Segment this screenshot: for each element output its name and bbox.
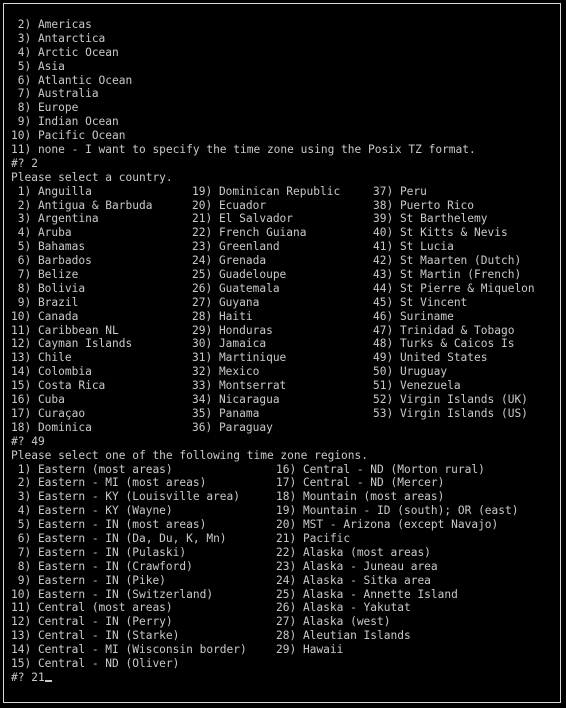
region-row-option: 13) Central - IN (Starke) bbox=[11, 629, 180, 643]
region-row bbox=[11, 643, 559, 657]
country-list bbox=[11, 185, 559, 435]
country-row-option: 52) Virgin Islands (UK) bbox=[373, 393, 528, 407]
country-row-option: 24) Grenada bbox=[192, 254, 267, 268]
region-row-option: 10) Eastern - IN (Switzerland) bbox=[11, 587, 214, 601]
region-row bbox=[11, 588, 559, 602]
country-row bbox=[11, 365, 559, 379]
country-row-option: 51) Venezuela bbox=[373, 379, 461, 393]
region-row-option: 7) Eastern - IN (Pulaski) bbox=[11, 545, 187, 559]
region-row-option: 17) Central - ND (Mercer) bbox=[276, 476, 445, 490]
continent-option: 3) Antarctica bbox=[11, 31, 106, 45]
country-row bbox=[11, 282, 559, 296]
country-row-option: 44) St Pierre & Miquelon bbox=[373, 281, 535, 295]
country-row-option: 31) Martinique bbox=[192, 351, 287, 365]
region-row bbox=[11, 504, 559, 518]
country-row bbox=[11, 393, 559, 407]
country-row-option: 6) Barbados bbox=[11, 254, 92, 268]
country-row-option: 2) Antigua & Barbuda bbox=[11, 198, 153, 212]
continent-option: 11) none - I want to specify the time zone using the Posix TZ format. bbox=[11, 143, 476, 157]
country-row-option: 33) Montserrat bbox=[192, 379, 287, 393]
country-row-option: 18) Dominica bbox=[11, 420, 92, 434]
country-row bbox=[11, 407, 559, 421]
region-list bbox=[11, 463, 559, 671]
country-row-option: 38) Puerto Rico bbox=[373, 198, 475, 212]
region-row bbox=[11, 657, 559, 671]
country-row bbox=[11, 240, 559, 254]
region-row bbox=[11, 490, 559, 504]
country-row bbox=[11, 226, 559, 240]
region-row bbox=[11, 601, 559, 615]
country-row bbox=[11, 379, 559, 393]
country-header: Please select a country. bbox=[11, 170, 173, 184]
region-row-option: 2) Eastern - MI (most areas) bbox=[11, 476, 207, 490]
country-row-option: 39) St Barthelemy bbox=[373, 212, 488, 226]
country-row bbox=[11, 199, 559, 213]
country-row-option: 17) Curaçao bbox=[11, 406, 86, 420]
country-row bbox=[11, 185, 559, 199]
country-row-option: 10) Canada bbox=[11, 309, 79, 323]
continent-option: 4) Arctic Ocean bbox=[11, 45, 119, 59]
region-row-option: 18) Mountain (most areas) bbox=[276, 490, 445, 504]
continent-option: 10) Pacific Ocean bbox=[11, 129, 126, 143]
country-row-option: 47) Trinidad & Tobago bbox=[373, 323, 515, 337]
region-row-option: 29) Hawaii bbox=[276, 643, 344, 657]
country-row-option: 12) Cayman Islands bbox=[11, 337, 133, 351]
region-row-option: 4) Eastern - KY (Wayne) bbox=[11, 504, 173, 518]
region-row-option: 22) Alaska (most areas) bbox=[276, 545, 431, 559]
region-row-option: 3) Eastern - KY (Louisville area) bbox=[11, 490, 241, 504]
country-row-option: 27) Guyana bbox=[192, 295, 260, 309]
country-row bbox=[11, 421, 559, 435]
prompt-region-text: #? 21 bbox=[11, 670, 45, 684]
region-row-option: 5) Eastern - IN (most areas) bbox=[11, 518, 207, 532]
country-row bbox=[11, 296, 559, 310]
country-row-option: 3) Argentina bbox=[11, 212, 99, 226]
region-row bbox=[11, 476, 559, 490]
country-row-option: 9) Brazil bbox=[11, 295, 79, 309]
continent-option: 8) Europe bbox=[11, 101, 79, 115]
prompt-continent: #? 2 bbox=[11, 156, 38, 170]
country-row bbox=[11, 337, 559, 351]
region-row-option: 27) Alaska (west) bbox=[276, 615, 391, 629]
region-row-option: 12) Central - IN (Perry) bbox=[11, 615, 173, 629]
country-row-option: 21) El Salvador bbox=[192, 212, 294, 226]
region-row-option: 21) Pacific bbox=[276, 531, 351, 545]
country-row-option: 19) Dominican Republic bbox=[192, 184, 341, 198]
region-row bbox=[11, 629, 559, 643]
continent-option: 5) Asia bbox=[11, 59, 65, 73]
country-row-option: 13) Chile bbox=[11, 351, 72, 365]
region-row-option: 23) Alaska - Juneau area bbox=[276, 559, 438, 573]
region-row-option: 19) Mountain - ID (south); OR (east) bbox=[276, 504, 519, 518]
country-row-option: 37) Peru bbox=[373, 184, 427, 198]
country-row-option: 34) Nicaragua bbox=[192, 393, 280, 407]
region-row-option: 6) Eastern - IN (Da, Du, K, Mn) bbox=[11, 531, 227, 545]
country-row-option: 15) Costa Rica bbox=[11, 379, 106, 393]
country-row-option: 49) United States bbox=[373, 351, 488, 365]
country-row-option: 45) St Vincent bbox=[373, 295, 468, 309]
country-row bbox=[11, 351, 559, 365]
prompt-country: #? 49 bbox=[11, 434, 45, 448]
country-row-option: 35) Panama bbox=[192, 406, 260, 420]
prompt-region[interactable] bbox=[11, 671, 559, 685]
country-row-option: 5) Bahamas bbox=[11, 240, 86, 254]
country-row-option: 28) Haiti bbox=[192, 309, 253, 323]
region-row-option: 28) Aleutian Islands bbox=[276, 629, 411, 643]
country-row-option: 40) St Kitts & Nevis bbox=[373, 226, 508, 240]
region-row-option: 11) Central (most areas) bbox=[11, 601, 173, 615]
region-row-option: 24) Alaska - Sitka area bbox=[276, 573, 431, 587]
region-row-option: 25) Alaska - Annette Island bbox=[276, 587, 458, 601]
country-row bbox=[11, 254, 559, 268]
country-row-option: 42) St Maarten (Dutch) bbox=[373, 254, 522, 268]
region-row-option: 26) Alaska - Yakutat bbox=[276, 601, 411, 615]
country-row-option: 25) Guadeloupe bbox=[192, 268, 287, 282]
continent-option: 6) Atlantic Ocean bbox=[11, 73, 133, 87]
country-row-option: 8) Bolivia bbox=[11, 281, 86, 295]
country-row-option: 43) St Martin (French) bbox=[373, 268, 522, 282]
text-cursor bbox=[45, 680, 52, 682]
country-row-option: 11) Caribbean NL bbox=[11, 323, 119, 337]
region-row-option: 16) Central - ND (Morton rural) bbox=[276, 462, 485, 476]
region-row-option: 8) Eastern - IN (Crawford) bbox=[11, 559, 193, 573]
region-row-option: 9) Eastern - IN (Pike) bbox=[11, 573, 166, 587]
region-row-option: 1) Eastern (most areas) bbox=[11, 462, 173, 476]
country-row-option: 22) French Guiana bbox=[192, 226, 307, 240]
country-row-option: 46) Suriname bbox=[373, 309, 454, 323]
country-row-option: 30) Jamaica bbox=[192, 337, 267, 351]
continent-option: 2) Americas bbox=[11, 18, 92, 31]
country-row-option: 4) Aruba bbox=[11, 226, 72, 240]
region-header: Please select one of the following time zone regions. bbox=[11, 448, 368, 462]
country-row-option: 53) Virgin Islands (US) bbox=[373, 406, 528, 420]
terminal-output bbox=[11, 18, 559, 685]
country-row bbox=[11, 212, 559, 226]
country-row-option: 20) Ecuador bbox=[192, 198, 267, 212]
country-row-option: 29) Honduras bbox=[192, 323, 273, 337]
country-row-option: 36) Paraguay bbox=[192, 420, 273, 434]
region-row bbox=[11, 615, 559, 629]
country-row-option: 48) Turks & Caicos Is bbox=[373, 337, 515, 351]
country-row bbox=[11, 310, 559, 324]
country-row-option: 23) Greenland bbox=[192, 240, 280, 254]
country-row-option: 7) Belize bbox=[11, 268, 79, 282]
country-row-option: 16) Cuba bbox=[11, 393, 65, 407]
country-row-option: 41) St Lucia bbox=[373, 240, 454, 254]
country-row-option: 26) Guatemala bbox=[192, 281, 280, 295]
region-row bbox=[11, 532, 559, 546]
country-row-option: 14) Colombia bbox=[11, 365, 92, 379]
region-row bbox=[11, 518, 559, 532]
country-row-option: 32) Mexico bbox=[192, 365, 260, 379]
country-row bbox=[11, 268, 559, 282]
continent-option: 9) Indian Ocean bbox=[11, 115, 119, 129]
region-row-option: 14) Central - MI (Wisconsin border) bbox=[11, 643, 247, 657]
country-row-option: 50) Uruguay bbox=[373, 365, 448, 379]
region-row bbox=[11, 463, 559, 477]
region-row-option: 20) MST - Arizona (except Navajo) bbox=[276, 518, 499, 532]
country-row-option: 1) Anguilla bbox=[11, 184, 92, 198]
continent-option: 7) Australia bbox=[11, 87, 99, 101]
region-row bbox=[11, 546, 559, 560]
region-row bbox=[11, 574, 559, 588]
region-row bbox=[11, 560, 559, 574]
continent-list bbox=[11, 18, 559, 157]
country-row bbox=[11, 324, 559, 338]
region-row-option: 15) Central - ND (Oliver) bbox=[11, 656, 180, 670]
